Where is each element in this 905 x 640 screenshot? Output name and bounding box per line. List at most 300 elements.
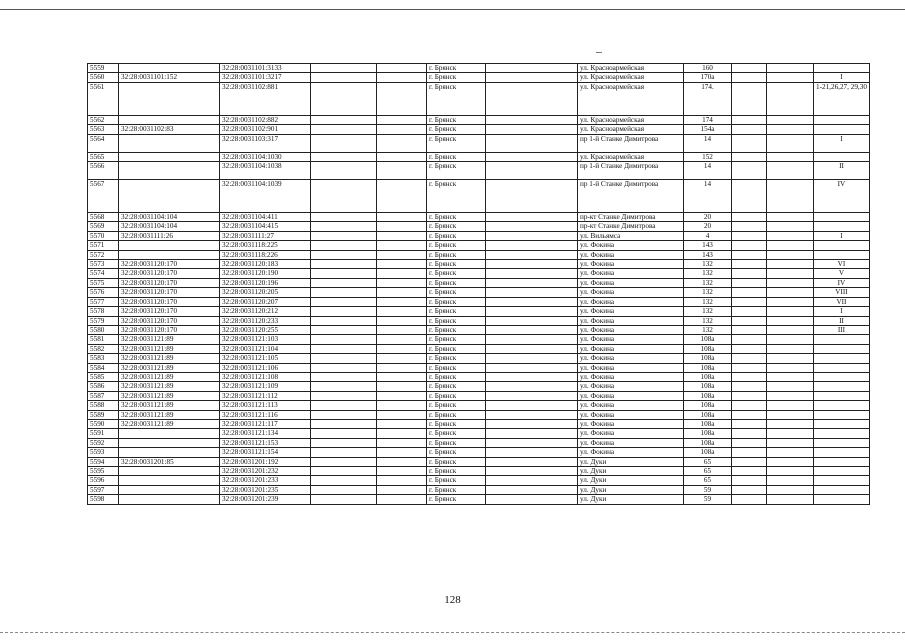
cell-object-cadastral-number: 32:28:0031104:415 bbox=[220, 222, 311, 231]
cell-empty bbox=[311, 288, 377, 297]
cell-street: ул. Фокина bbox=[578, 363, 684, 372]
cell-parcel-cadastral-number: 32:28:0031120:170 bbox=[119, 288, 220, 297]
cell-empty bbox=[311, 495, 377, 504]
cell-city: г. Брянск bbox=[427, 152, 486, 161]
cell-object-cadastral-number: 32:28:0031101:3133 bbox=[220, 64, 311, 73]
cell-record-number: 5592 bbox=[88, 438, 119, 447]
cell-empty bbox=[767, 73, 814, 82]
cell-empty bbox=[732, 73, 767, 82]
table-row bbox=[88, 260, 870, 269]
cell-city: г. Брянск bbox=[427, 250, 486, 259]
cell-record-number: 5562 bbox=[88, 115, 119, 124]
cell-empty bbox=[732, 297, 767, 306]
cell-empty bbox=[486, 335, 578, 344]
cell-city: г. Брянск bbox=[427, 180, 486, 213]
cell-parcel-cadastral-number: 32:28:0031120:170 bbox=[119, 307, 220, 316]
cell-parcel-cadastral-number bbox=[119, 448, 220, 457]
cell-empty bbox=[486, 180, 578, 213]
cell-empty bbox=[486, 495, 578, 504]
cell-empty bbox=[767, 231, 814, 240]
cell-house-number: 132 bbox=[684, 325, 732, 334]
cell-city: г. Брянск bbox=[427, 485, 486, 494]
cell-empty bbox=[486, 410, 578, 419]
table-row bbox=[88, 213, 870, 222]
cell-empty bbox=[311, 260, 377, 269]
cell-empty bbox=[311, 82, 377, 115]
cell-empty bbox=[767, 485, 814, 494]
cell-empty bbox=[377, 162, 427, 180]
cell-parcel-cadastral-number: 32:28:0031121:89 bbox=[119, 391, 220, 400]
table-row bbox=[88, 419, 870, 428]
cell-house-number: 59 bbox=[684, 485, 732, 494]
cell-record-number: 5571 bbox=[88, 241, 119, 250]
cell-empty bbox=[486, 241, 578, 250]
cell-city: г. Брянск bbox=[427, 429, 486, 438]
cell-empty bbox=[311, 372, 377, 381]
cell-parcel-cadastral-number: 32:28:0031104:104 bbox=[119, 213, 220, 222]
cell-empty bbox=[767, 467, 814, 476]
cell-city: г. Брянск bbox=[427, 297, 486, 306]
cell-premises-number bbox=[814, 213, 870, 222]
cell-empty bbox=[486, 269, 578, 278]
cell-object-cadastral-number: 32:28:0031201:232 bbox=[220, 467, 311, 476]
cell-street: ул. Фокина bbox=[578, 297, 684, 306]
cell-empty bbox=[311, 162, 377, 180]
cell-premises-number: I bbox=[814, 73, 870, 82]
cell-empty bbox=[767, 241, 814, 250]
cell-record-number: 5593 bbox=[88, 448, 119, 457]
cell-street: ул. Красноармейская bbox=[578, 64, 684, 73]
cell-empty bbox=[377, 73, 427, 82]
cell-empty bbox=[767, 278, 814, 287]
cell-premises-number bbox=[814, 152, 870, 161]
cell-empty bbox=[486, 354, 578, 363]
cell-empty bbox=[377, 269, 427, 278]
cell-empty bbox=[486, 467, 578, 476]
cell-empty bbox=[377, 391, 427, 400]
cell-parcel-cadastral-number bbox=[119, 162, 220, 180]
cell-empty bbox=[377, 344, 427, 353]
cell-empty bbox=[486, 307, 578, 316]
cell-house-number: 20 bbox=[684, 222, 732, 231]
cell-object-cadastral-number: 32:28:0031120:183 bbox=[220, 260, 311, 269]
cell-empty bbox=[732, 250, 767, 259]
cell-empty bbox=[732, 152, 767, 161]
table-row bbox=[88, 485, 870, 494]
cell-empty bbox=[311, 316, 377, 325]
cell-object-cadastral-number: 32:28:0031120:212 bbox=[220, 307, 311, 316]
cell-empty bbox=[732, 64, 767, 73]
cell-house-number: 132 bbox=[684, 278, 732, 287]
cell-house-number: 160 bbox=[684, 64, 732, 73]
cell-empty bbox=[311, 429, 377, 438]
page-number: 128 bbox=[444, 594, 461, 606]
cell-empty bbox=[732, 222, 767, 231]
cell-empty bbox=[732, 419, 767, 428]
cell-empty bbox=[732, 476, 767, 485]
cell-empty bbox=[377, 278, 427, 287]
cell-empty bbox=[486, 344, 578, 353]
cell-empty bbox=[732, 316, 767, 325]
cell-record-number: 5566 bbox=[88, 162, 119, 180]
cell-empty bbox=[377, 419, 427, 428]
cell-empty bbox=[767, 363, 814, 372]
cell-empty bbox=[767, 297, 814, 306]
cell-parcel-cadastral-number bbox=[119, 467, 220, 476]
cell-record-number: 5589 bbox=[88, 410, 119, 419]
table-row bbox=[88, 269, 870, 278]
cell-premises-number: V bbox=[814, 269, 870, 278]
cell-street: пр 1-й Станке Димитрова bbox=[578, 134, 684, 152]
cell-record-number: 5576 bbox=[88, 288, 119, 297]
cell-object-cadastral-number: 32:28:0031120:207 bbox=[220, 297, 311, 306]
cell-empty bbox=[311, 476, 377, 485]
cell-street: ул. Фокина bbox=[578, 278, 684, 287]
cell-premises-number bbox=[814, 438, 870, 447]
cell-premises-number bbox=[814, 467, 870, 476]
cell-empty bbox=[311, 125, 377, 134]
cell-empty bbox=[486, 438, 578, 447]
cell-house-number: 143 bbox=[684, 250, 732, 259]
cell-empty bbox=[732, 401, 767, 410]
table-row bbox=[88, 467, 870, 476]
cell-empty bbox=[732, 241, 767, 250]
cell-record-number: 5591 bbox=[88, 429, 119, 438]
cell-empty bbox=[377, 438, 427, 447]
cell-object-cadastral-number: 32:28:0031104:411 bbox=[220, 213, 311, 222]
cell-city: г. Брянск bbox=[427, 316, 486, 325]
cell-empty bbox=[377, 82, 427, 115]
cell-empty bbox=[311, 438, 377, 447]
cell-empty bbox=[377, 241, 427, 250]
cell-empty bbox=[767, 64, 814, 73]
cell-parcel-cadastral-number: 32:28:0031121:89 bbox=[119, 363, 220, 372]
table-row bbox=[88, 125, 870, 134]
cell-empty bbox=[767, 419, 814, 428]
cell-house-number: 108а bbox=[684, 391, 732, 400]
cell-house-number: 170а bbox=[684, 73, 732, 82]
table-row bbox=[88, 382, 870, 391]
cell-house-number: 14 bbox=[684, 134, 732, 152]
table-row bbox=[88, 391, 870, 400]
cell-object-cadastral-number: 32:28:0031120:255 bbox=[220, 325, 311, 334]
cell-city: г. Брянск bbox=[427, 438, 486, 447]
cell-object-cadastral-number: 32:28:0031121:153 bbox=[220, 438, 311, 447]
cell-record-number: 5580 bbox=[88, 325, 119, 334]
cell-empty bbox=[311, 325, 377, 334]
cell-street: ул. Фокина bbox=[578, 448, 684, 457]
cell-empty bbox=[311, 64, 377, 73]
cell-empty bbox=[767, 335, 814, 344]
cell-parcel-cadastral-number: 32:28:0031121:89 bbox=[119, 335, 220, 344]
cell-parcel-cadastral-number bbox=[119, 495, 220, 504]
cell-street: ул. Фокина bbox=[578, 391, 684, 400]
cell-street: ул. Фокина bbox=[578, 269, 684, 278]
cell-premises-number bbox=[814, 448, 870, 457]
cell-premises-number bbox=[814, 250, 870, 259]
cell-street: ул. Фокина bbox=[578, 410, 684, 419]
cell-house-number: 108а bbox=[684, 429, 732, 438]
cell-object-cadastral-number: 32:28:0031120:196 bbox=[220, 278, 311, 287]
cell-object-cadastral-number: 32:28:0031101:3217 bbox=[220, 73, 311, 82]
cell-premises-number: IV bbox=[814, 180, 870, 213]
cell-street: ул. Фокина bbox=[578, 316, 684, 325]
cell-house-number: 108а bbox=[684, 410, 732, 419]
cell-empty bbox=[732, 335, 767, 344]
cell-empty bbox=[732, 82, 767, 115]
cell-record-number: 5575 bbox=[88, 278, 119, 287]
cell-city: г. Брянск bbox=[427, 335, 486, 344]
cell-empty bbox=[767, 269, 814, 278]
cell-empty bbox=[486, 64, 578, 73]
cell-empty bbox=[486, 297, 578, 306]
cell-object-cadastral-number: 32:28:0031121:134 bbox=[220, 429, 311, 438]
cell-object-cadastral-number: 32:28:0031121:106 bbox=[220, 363, 311, 372]
cell-premises-number bbox=[814, 344, 870, 353]
cell-empty bbox=[767, 495, 814, 504]
cell-street: ул. Фокина bbox=[578, 382, 684, 391]
cell-empty bbox=[311, 344, 377, 353]
cell-empty bbox=[377, 222, 427, 231]
cell-parcel-cadastral-number: 32:28:0031121:89 bbox=[119, 354, 220, 363]
cell-empty bbox=[486, 125, 578, 134]
cell-object-cadastral-number: 32:28:0031121:109 bbox=[220, 382, 311, 391]
table-row bbox=[88, 438, 870, 447]
cell-empty bbox=[486, 382, 578, 391]
cell-house-number: 108а bbox=[684, 354, 732, 363]
cell-record-number: 5596 bbox=[88, 476, 119, 485]
cell-premises-number bbox=[814, 419, 870, 428]
cell-empty bbox=[732, 410, 767, 419]
cell-city: г. Брянск bbox=[427, 495, 486, 504]
cell-premises-number: IV bbox=[814, 278, 870, 287]
table-row bbox=[88, 82, 870, 115]
cell-empty bbox=[486, 363, 578, 372]
top-rule bbox=[0, 9, 905, 10]
cell-empty bbox=[377, 410, 427, 419]
cell-object-cadastral-number: 32:28:0031120:233 bbox=[220, 316, 311, 325]
cell-empty bbox=[767, 213, 814, 222]
cell-empty bbox=[732, 429, 767, 438]
bottom-rule bbox=[0, 632, 905, 633]
cell-city: г. Брянск bbox=[427, 269, 486, 278]
cell-empty bbox=[732, 457, 767, 466]
cell-city: г. Брянск bbox=[427, 134, 486, 152]
cell-parcel-cadastral-number: 32:28:0031121:89 bbox=[119, 410, 220, 419]
cell-city: г. Брянск bbox=[427, 382, 486, 391]
register-table bbox=[87, 63, 870, 505]
cell-record-number: 5586 bbox=[88, 382, 119, 391]
cell-house-number: 132 bbox=[684, 297, 732, 306]
cell-street: ул. Дуки bbox=[578, 457, 684, 466]
cell-record-number: 5567 bbox=[88, 180, 119, 213]
cell-street: ул. Фокина bbox=[578, 401, 684, 410]
cell-street: ул. Фокина bbox=[578, 335, 684, 344]
cell-parcel-cadastral-number: 32:28:0031121:89 bbox=[119, 344, 220, 353]
cell-street: ул. Дуки bbox=[578, 495, 684, 504]
cell-empty bbox=[311, 457, 377, 466]
cell-empty bbox=[732, 438, 767, 447]
cell-empty bbox=[311, 448, 377, 457]
scan-mark bbox=[596, 52, 602, 53]
cell-street: ул. Фокина bbox=[578, 429, 684, 438]
cell-empty bbox=[311, 410, 377, 419]
cell-empty bbox=[732, 372, 767, 381]
cell-record-number: 5582 bbox=[88, 344, 119, 353]
cell-empty bbox=[767, 82, 814, 115]
cell-empty bbox=[377, 354, 427, 363]
cell-parcel-cadastral-number bbox=[119, 115, 220, 124]
cell-object-cadastral-number: 32:28:0031111:27 bbox=[220, 231, 311, 240]
cell-city: г. Брянск bbox=[427, 419, 486, 428]
cell-record-number: 5583 bbox=[88, 354, 119, 363]
cell-parcel-cadastral-number: 32:28:0031102:83 bbox=[119, 125, 220, 134]
cell-empty bbox=[486, 162, 578, 180]
cell-empty bbox=[486, 250, 578, 259]
cell-house-number: 108а bbox=[684, 448, 732, 457]
cell-premises-number bbox=[814, 382, 870, 391]
table-row bbox=[88, 250, 870, 259]
cell-street: ул. Красноармейская bbox=[578, 82, 684, 115]
cell-street: ул. Фокина bbox=[578, 250, 684, 259]
cell-street: ул. Фокина bbox=[578, 288, 684, 297]
cell-empty bbox=[311, 278, 377, 287]
cell-empty bbox=[311, 485, 377, 494]
cell-record-number: 5565 bbox=[88, 152, 119, 161]
cell-house-number: 132 bbox=[684, 269, 732, 278]
cell-record-number: 5597 bbox=[88, 485, 119, 494]
cell-city: г. Брянск bbox=[427, 372, 486, 381]
cell-object-cadastral-number: 32:28:0031201:235 bbox=[220, 485, 311, 494]
cell-parcel-cadastral-number bbox=[119, 82, 220, 115]
cell-house-number: 132 bbox=[684, 288, 732, 297]
cell-house-number: 20 bbox=[684, 213, 732, 222]
cell-parcel-cadastral-number bbox=[119, 438, 220, 447]
cell-empty bbox=[486, 278, 578, 287]
cell-city: г. Брянск bbox=[427, 73, 486, 82]
table-row bbox=[88, 162, 870, 180]
cell-empty bbox=[732, 134, 767, 152]
cell-empty bbox=[486, 448, 578, 457]
cell-empty bbox=[732, 354, 767, 363]
cell-house-number: 143 bbox=[684, 241, 732, 250]
cell-house-number: 154а bbox=[684, 125, 732, 134]
cell-parcel-cadastral-number bbox=[119, 476, 220, 485]
cell-city: г. Брянск bbox=[427, 307, 486, 316]
cell-empty bbox=[311, 73, 377, 82]
cell-empty bbox=[311, 180, 377, 213]
register-table-body bbox=[88, 64, 870, 505]
cell-city: г. Брянск bbox=[427, 125, 486, 134]
cell-empty bbox=[732, 382, 767, 391]
cell-object-cadastral-number: 32:28:0031118:225 bbox=[220, 241, 311, 250]
cell-premises-number: VIII bbox=[814, 288, 870, 297]
cell-empty bbox=[377, 401, 427, 410]
cell-city: г. Брянск bbox=[427, 115, 486, 124]
cell-empty bbox=[311, 419, 377, 428]
cell-empty bbox=[377, 495, 427, 504]
cell-empty bbox=[486, 401, 578, 410]
cell-empty bbox=[311, 231, 377, 240]
cell-empty bbox=[377, 115, 427, 124]
cell-parcel-cadastral-number bbox=[119, 250, 220, 259]
cell-empty bbox=[311, 467, 377, 476]
cell-street: ул. Вильямса bbox=[578, 231, 684, 240]
cell-city: г. Брянск bbox=[427, 325, 486, 334]
cell-object-cadastral-number: 32:28:0031201:239 bbox=[220, 495, 311, 504]
cell-empty bbox=[486, 288, 578, 297]
cell-object-cadastral-number: 32:28:0031118:226 bbox=[220, 250, 311, 259]
cell-premises-number bbox=[814, 401, 870, 410]
cell-house-number: 108а bbox=[684, 401, 732, 410]
cell-empty bbox=[377, 213, 427, 222]
cell-record-number: 5587 bbox=[88, 391, 119, 400]
cell-parcel-cadastral-number: 32:28:0031120:170 bbox=[119, 260, 220, 269]
table-row bbox=[88, 457, 870, 466]
table-row bbox=[88, 410, 870, 419]
cell-premises-number: I bbox=[814, 231, 870, 240]
cell-record-number: 5574 bbox=[88, 269, 119, 278]
cell-empty bbox=[377, 467, 427, 476]
cell-empty bbox=[767, 438, 814, 447]
cell-empty bbox=[767, 382, 814, 391]
cell-premises-number bbox=[814, 410, 870, 419]
cell-empty bbox=[486, 115, 578, 124]
cell-premises-number bbox=[814, 64, 870, 73]
table-row bbox=[88, 335, 870, 344]
table-row bbox=[88, 288, 870, 297]
cell-parcel-cadastral-number bbox=[119, 64, 220, 73]
cell-house-number: 132 bbox=[684, 307, 732, 316]
cell-house-number: 65 bbox=[684, 467, 732, 476]
cell-object-cadastral-number: 32:28:0031121:108 bbox=[220, 372, 311, 381]
cell-street: ул. Фокина bbox=[578, 438, 684, 447]
cell-empty bbox=[486, 457, 578, 466]
cell-empty bbox=[311, 134, 377, 152]
cell-city: г. Брянск bbox=[427, 231, 486, 240]
cell-empty bbox=[732, 269, 767, 278]
cell-empty bbox=[767, 288, 814, 297]
cell-premises-number: I bbox=[814, 134, 870, 152]
cell-empty bbox=[311, 401, 377, 410]
table-row bbox=[88, 231, 870, 240]
cell-city: г. Брянск bbox=[427, 410, 486, 419]
cell-premises-number bbox=[814, 363, 870, 372]
cell-empty bbox=[377, 288, 427, 297]
cell-city: г. Брянск bbox=[427, 344, 486, 353]
table-row bbox=[88, 180, 870, 213]
table-row bbox=[88, 363, 870, 372]
cell-object-cadastral-number: 32:28:0031104:1038 bbox=[220, 162, 311, 180]
cell-house-number: 59 bbox=[684, 495, 732, 504]
cell-house-number: 132 bbox=[684, 316, 732, 325]
cell-empty bbox=[732, 363, 767, 372]
cell-empty bbox=[377, 485, 427, 494]
cell-street: пр 1-й Станке Димитрова bbox=[578, 162, 684, 180]
cell-parcel-cadastral-number: 32:28:0031120:170 bbox=[119, 297, 220, 306]
cell-empty bbox=[732, 467, 767, 476]
cell-street: ул. Красноармейская bbox=[578, 73, 684, 82]
cell-empty bbox=[732, 307, 767, 316]
cell-empty bbox=[486, 429, 578, 438]
table-row bbox=[88, 241, 870, 250]
cell-city: г. Брянск bbox=[427, 457, 486, 466]
cell-empty bbox=[767, 222, 814, 231]
table-row bbox=[88, 344, 870, 353]
cell-parcel-cadastral-number: 32:28:0031121:89 bbox=[119, 382, 220, 391]
cell-empty bbox=[311, 382, 377, 391]
cell-empty bbox=[732, 325, 767, 334]
